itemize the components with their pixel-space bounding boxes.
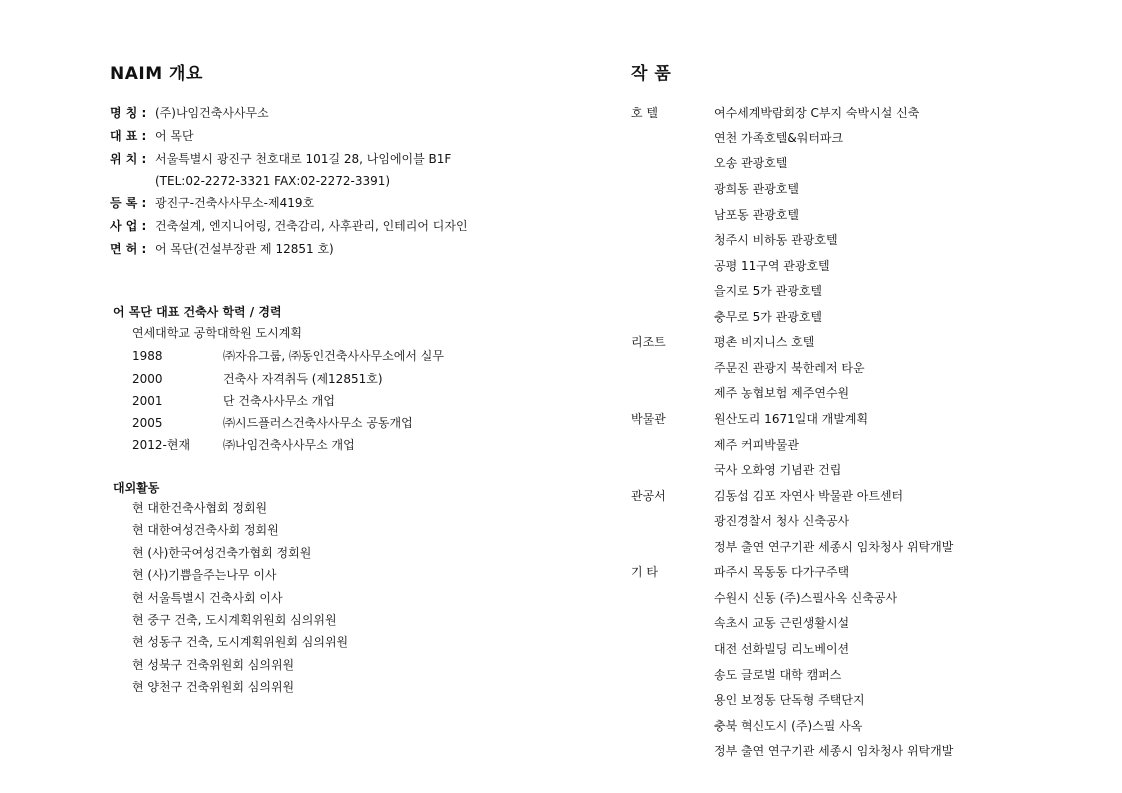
- overview-label: 면 허 :: [110, 242, 147, 256]
- works-item: 대전 선화빌딩 리노베이션: [714, 642, 850, 656]
- works-item: 광진경찰서 청사 신축공사: [714, 514, 850, 528]
- career-desc: 건축사 자격취득 (제12851호): [223, 372, 383, 386]
- overview-label: 명 칭 :: [110, 106, 147, 120]
- career-year: 2005: [132, 416, 163, 430]
- overview-value: (주)나임건축사사무소: [155, 106, 269, 120]
- activity-item: 현 대한건축사협회 정회원: [132, 501, 268, 515]
- works-item: 수원시 신동 (주)스필사옥 신축공사: [714, 591, 898, 605]
- works-item: 정부 출연 연구기관 세종시 임차청사 위탁개발: [714, 744, 954, 758]
- career-year: 1988: [132, 349, 163, 363]
- activity-item: 현 (사)한국여성건축가협회 정회원: [132, 546, 312, 560]
- activities-title: 대외활동: [113, 481, 160, 495]
- works-item: 제주 커피박물관: [714, 438, 799, 452]
- career-title: 어 목단 대표 건축사 학력 / 경력: [113, 305, 282, 319]
- works-item: 김동섭 김포 자연사 박물관 아트센터: [714, 489, 904, 503]
- activity-item: 현 성동구 건축, 도시계획위원회 심의위원: [132, 635, 349, 649]
- career-desc: ㈜나임건축사사무소 개업: [223, 438, 355, 452]
- overview-value: 어 목단: [155, 129, 194, 143]
- works-item: 정부 출연 연구기관 세종시 임차청사 위탁개발: [714, 540, 954, 554]
- works-category: 기 타: [631, 565, 658, 579]
- overview-value: 서울특별시 광진구 천호대로 101길 28, 나임에이블 B1F: [155, 152, 452, 166]
- works-category: 관공서: [631, 489, 666, 503]
- overview-value: 어 목단(건설부장관 제 12851 호): [155, 242, 334, 256]
- works-item: 청주시 비하동 관광호텔: [714, 233, 838, 247]
- works-title: 작 품: [631, 64, 672, 84]
- works-item: 원산도리 1671일대 개발계획: [714, 412, 869, 426]
- works-item: 공평 11구역 관광호텔: [714, 259, 830, 273]
- activity-item: 현 중구 건축, 도시계획위원회 심의위원: [132, 613, 337, 627]
- activity-item: 현 대한여성건축사회 정회원: [132, 523, 279, 537]
- activity-item: 현 성북구 건축위원회 심의위원: [132, 658, 295, 672]
- works-item: 충무로 5가 관광호텔: [714, 310, 823, 324]
- works-item: 용인 보정동 단독형 주택단지: [714, 693, 865, 707]
- works-category: 호 텔: [631, 106, 658, 120]
- career-education: 연세대학교 공학대학원 도시계획: [132, 326, 302, 340]
- activity-item: 현 양천구 건축위원회 심의위원: [132, 680, 295, 694]
- career-year: 2001: [132, 394, 163, 408]
- works-item: 파주시 목동동 다가구주택: [714, 565, 850, 579]
- works-item: 평촌 비지니스 호텔: [714, 335, 815, 349]
- career-year: 2012-현재: [132, 438, 191, 452]
- works-item: 을지로 5가 관광호텔: [714, 284, 823, 298]
- works-item: 남포동 관광호텔: [714, 208, 799, 222]
- activity-item: 현 (사)기쁨을주는나무 이사: [132, 568, 277, 582]
- works-item: 광희동 관광호텔: [714, 182, 799, 196]
- overview-label: 사 업 :: [110, 219, 147, 233]
- works-item: 오송 관광호텔: [714, 156, 788, 170]
- overview-value: 건축설계, 엔지니어링, 건축감리, 사후관리, 인테리어 디자인: [155, 219, 468, 233]
- works-item: 제주 농협보험 제주연수원: [714, 386, 850, 400]
- activity-item: 현 서울특별시 건축사회 이사: [132, 591, 283, 605]
- works-item: 충북 혁신도시 (주)스필 사옥: [714, 719, 863, 733]
- overview-label: 위 치 :: [110, 152, 147, 166]
- works-item: 속초시 교동 근린생활시설: [714, 616, 850, 630]
- overview-label: 대 표 :: [110, 129, 147, 143]
- career-desc: ㈜시드플러스건축사사무소 공동개업: [223, 416, 413, 430]
- works-item: 주문진 관광지 북한레저 타운: [714, 361, 865, 375]
- career-desc: 단 건축사사무소 개업: [223, 394, 335, 408]
- career-year: 2000: [132, 372, 163, 386]
- overview-title: NAIM 개요: [110, 64, 203, 84]
- works-item: 국사 오화영 기념관 건립: [714, 463, 842, 477]
- overview-label: 등 록 :: [110, 196, 147, 210]
- overview-value: 광진구-건축사사무소-제419호: [155, 196, 315, 210]
- works-item: 여수세계박람회장 C부지 숙박시설 신축: [714, 106, 920, 120]
- works-item: 연천 가족호텔&워터파크: [714, 131, 844, 145]
- works-item: 송도 글로벌 대학 캠퍼스: [714, 668, 842, 682]
- works-category: 박물관: [631, 412, 666, 426]
- overview-value: (TEL:02-2272-3321 FAX:02-2272-3391): [155, 174, 391, 188]
- career-desc: ㈜자유그룹, ㈜동인건축사사무소에서 실무: [223, 349, 444, 363]
- works-category: 리조트: [631, 335, 666, 349]
